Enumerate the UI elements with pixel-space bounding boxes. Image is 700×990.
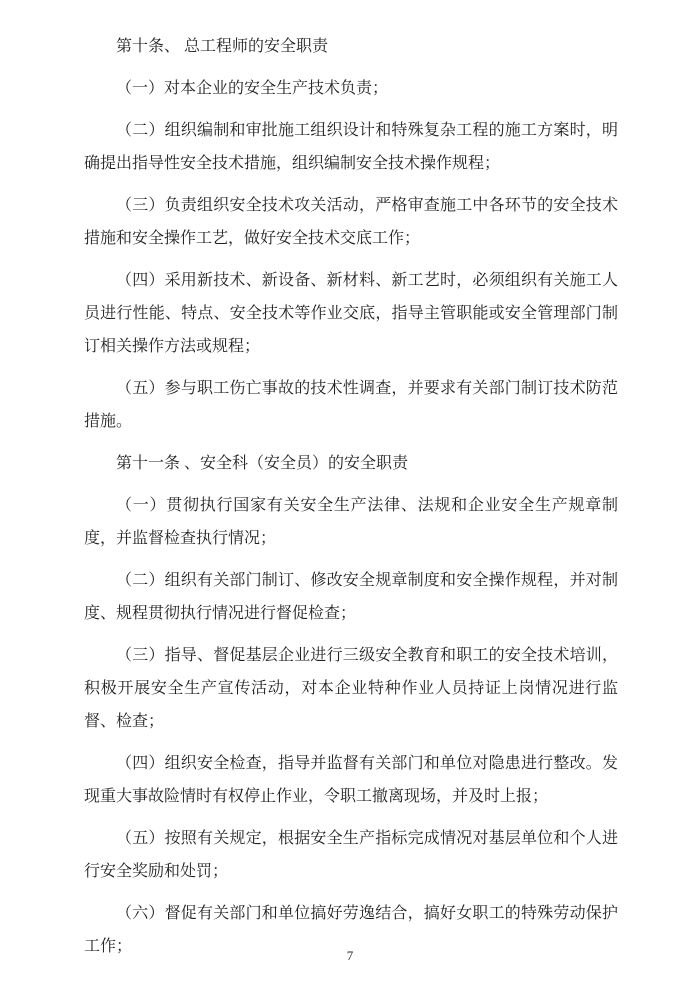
paragraph: （一）贯彻执行国家有关安全生产法律、法规和企业安全生产规章制度，并监督检查执行情况； xyxy=(84,497,618,547)
paragraph: （二）组织有关部门制订、修改安全规章制度和安全操作规程，并对制度、规程贯彻执行情况进行督促检查； xyxy=(84,572,618,622)
paragraph: （一）对本企业的安全生产技术负责； xyxy=(116,80,389,97)
paragraph: （三）负责组织安全技术攻关活动，严格审查施工中各环节的安全技术措施和安全操作工艺，做好安全技术交底工作； xyxy=(84,197,618,247)
paragraph: （六）督促有关部门和单位搞好劳逸结合，搞好女职工的特殊劳动保护工作； xyxy=(84,905,618,955)
page-number: 7 xyxy=(346,948,354,963)
document-body xyxy=(84,30,618,963)
paragraph: （五）参与职工伤亡事故的技术性调查，并要求有关部门制订技术防范措施。 xyxy=(84,380,618,430)
paragraph: （四）采用新技术、新设备、新材料、新工艺时，必须组织有关施工人员进行性能、特点、安全技术等作业交底，指导主管职能或安全管理部门制订相关操作方法或规程； xyxy=(84,272,618,355)
paragraph: （四）组织安全检查，指导并监督有关部门和单位对隐患进行整改。发现重大事故险情时有权停止作业，令职工撤离现场，并及时上报； xyxy=(84,755,618,805)
paragraph: 第十条、 总工程师的安全职责 xyxy=(116,38,329,55)
paragraph: （五）按照有关规定，根据安全生产指标完成情况对基层单位和个人进行安全奖励和处罚； xyxy=(84,830,618,880)
paragraph: 第十一条 、安全科（安全员）的安全职责 xyxy=(116,455,409,472)
paragraph: （三）指导、督促基层企业进行三级安全教育和职工的安全技术培训，积极开展安全生产宣传活动，对本企业特种作业人员持证上岗情况进行监督、检查； xyxy=(84,647,618,730)
paragraph: （二）组织编制和审批施工组织设计和特殊复杂工程的施工方案时，明确提出指导性安全技术措施，组织编制安全技术操作规程； xyxy=(84,122,618,172)
